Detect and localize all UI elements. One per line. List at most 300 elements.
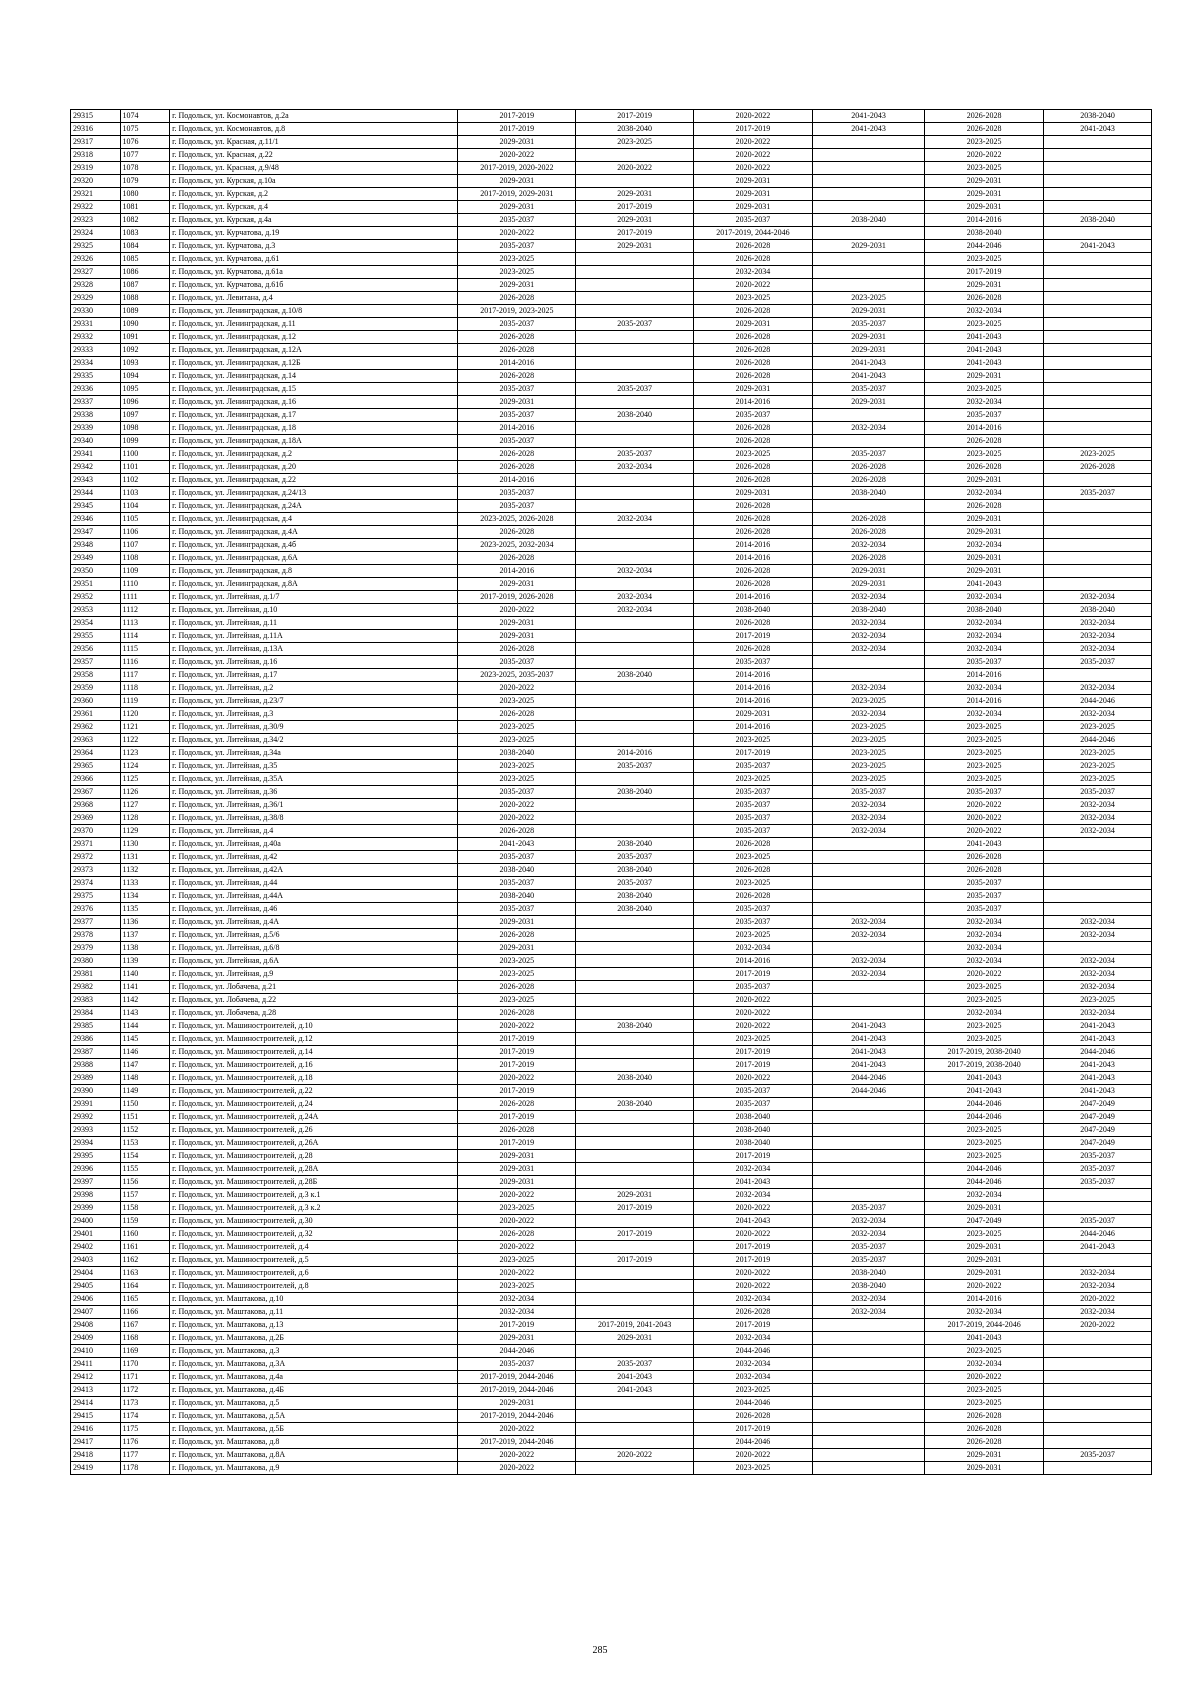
address-cell: г. Подольск, ул. Машиностроителей, д.32 — [170, 1228, 458, 1241]
period-cell-4: 2026-2028 — [812, 513, 924, 526]
house-number-cell: 1136 — [120, 916, 170, 929]
period-cell-2: 2017-2019 — [576, 1254, 694, 1267]
address-cell: г. Подольск, ул. Ленинградская, д.22 — [170, 474, 458, 487]
house-number-cell: 1088 — [120, 292, 170, 305]
period-cell-5: 2041-2043 — [925, 1085, 1044, 1098]
period-cell-1: 2029-2031 — [458, 201, 576, 214]
period-cell-2: 2035-2037 — [576, 1358, 694, 1371]
period-cell-1: 2026-2028 — [458, 448, 576, 461]
record-number-cell: 29418 — [71, 1449, 121, 1462]
period-cell-5: 2023-2025 — [925, 773, 1044, 786]
period-cell-5: 2026-2028 — [925, 1410, 1044, 1423]
house-number-cell: 1137 — [120, 929, 170, 942]
period-cell-1: 2038-2040 — [458, 747, 576, 760]
period-cell-2: 2038-2040 — [576, 786, 694, 799]
period-cell-5: 2017-2019, 2038-2040 — [925, 1059, 1044, 1072]
house-number-cell: 1096 — [120, 396, 170, 409]
period-cell-1: 2023-2025 — [458, 1202, 576, 1215]
period-cell-2 — [576, 1085, 694, 1098]
house-number-cell: 1133 — [120, 877, 170, 890]
table-row — [71, 1241, 1152, 1254]
address-cell: г. Подольск, ул. Литейная, д.10 — [170, 604, 458, 617]
record-number-cell: 29408 — [71, 1319, 121, 1332]
period-cell-2 — [576, 1397, 694, 1410]
period-cell-2: 2038-2040 — [576, 409, 694, 422]
record-number-cell: 29357 — [71, 656, 121, 669]
house-number-cell: 1132 — [120, 864, 170, 877]
record-number-cell: 29363 — [71, 734, 121, 747]
period-cell-3: 2020-2022 — [694, 1449, 813, 1462]
period-cell-3: 2026-2028 — [694, 643, 813, 656]
period-cell-5: 2014-2016 — [925, 214, 1044, 227]
period-cell-6: 2032-2034 — [1044, 617, 1152, 630]
period-cell-4: 2023-2025 — [812, 747, 924, 760]
period-cell-4: 2032-2034 — [812, 812, 924, 825]
period-cell-2 — [576, 656, 694, 669]
house-number-cell: 1097 — [120, 409, 170, 422]
table-row — [71, 162, 1152, 175]
period-cell-2 — [576, 1111, 694, 1124]
period-cell-6 — [1044, 864, 1152, 877]
period-cell-4: 2041-2043 — [812, 1046, 924, 1059]
period-cell-5: 2041-2043 — [925, 357, 1044, 370]
period-cell-3: 2032-2034 — [694, 1358, 813, 1371]
period-cell-3: 2026-2028 — [694, 253, 813, 266]
period-cell-4: 2035-2037 — [812, 383, 924, 396]
period-cell-6: 2035-2037 — [1044, 1215, 1152, 1228]
record-number-cell: 29376 — [71, 903, 121, 916]
record-number-cell: 29322 — [71, 201, 121, 214]
period-cell-5: 2023-2025 — [925, 760, 1044, 773]
period-cell-1: 2029-2031 — [458, 175, 576, 188]
period-cell-3: 2017-2019 — [694, 1319, 813, 1332]
house-number-cell: 1159 — [120, 1215, 170, 1228]
record-number-cell: 29364 — [71, 747, 121, 760]
period-cell-1: 2017-2019 — [458, 110, 576, 123]
record-number-cell: 29361 — [71, 708, 121, 721]
period-cell-5: 2020-2022 — [925, 799, 1044, 812]
record-number-cell: 29397 — [71, 1176, 121, 1189]
period-cell-1: 2023-2025 — [458, 1254, 576, 1267]
house-number-cell: 1119 — [120, 695, 170, 708]
address-cell: г. Подольск, ул. Маштакова, д.2Б — [170, 1332, 458, 1345]
record-number-cell: 29349 — [71, 552, 121, 565]
table-row — [71, 721, 1152, 734]
address-cell: г. Подольск, ул. Литейная, д.36/1 — [170, 799, 458, 812]
address-cell: г. Подольск, ул. Литейная, д.4 — [170, 825, 458, 838]
record-number-cell: 29348 — [71, 539, 121, 552]
period-cell-1: 2035-2037 — [458, 318, 576, 331]
house-number-cell: 1172 — [120, 1384, 170, 1397]
record-number-cell: 29400 — [71, 1215, 121, 1228]
period-cell-4: 2032-2034 — [812, 929, 924, 942]
period-cell-4 — [812, 864, 924, 877]
table-row — [71, 1085, 1152, 1098]
period-cell-2 — [576, 370, 694, 383]
period-cell-2: 2038-2040 — [576, 903, 694, 916]
period-cell-2 — [576, 500, 694, 513]
period-cell-5: 2017-2019, 2038-2040 — [925, 1046, 1044, 1059]
house-number-cell: 1154 — [120, 1150, 170, 1163]
period-cell-3: 2029-2031 — [694, 708, 813, 721]
house-number-cell: 1129 — [120, 825, 170, 838]
record-number-cell: 29366 — [71, 773, 121, 786]
period-cell-6: 2032-2034 — [1044, 1306, 1152, 1319]
period-cell-5: 2029-2031 — [925, 1462, 1044, 1475]
period-cell-4: 2032-2034 — [812, 825, 924, 838]
period-cell-3: 2032-2034 — [694, 1371, 813, 1384]
period-cell-6 — [1044, 331, 1152, 344]
record-number-cell: 29415 — [71, 1410, 121, 1423]
house-number-cell: 1106 — [120, 526, 170, 539]
period-cell-4: 2032-2034 — [812, 1228, 924, 1241]
period-cell-4: 2029-2031 — [812, 565, 924, 578]
period-cell-3: 2023-2025 — [694, 1384, 813, 1397]
period-cell-5: 2029-2031 — [925, 565, 1044, 578]
period-cell-2 — [576, 1280, 694, 1293]
period-cell-1: 2023-2025 — [458, 266, 576, 279]
address-cell: г. Подольск, ул. Машиностроителей, д.6 — [170, 1267, 458, 1280]
period-cell-2 — [576, 708, 694, 721]
period-cell-1: 2017-2019, 2023-2025 — [458, 305, 576, 318]
house-number-cell: 1104 — [120, 500, 170, 513]
house-number-cell: 1170 — [120, 1358, 170, 1371]
address-cell: г. Подольск, ул. Красная, д.9/48 — [170, 162, 458, 175]
period-cell-2: 2035-2037 — [576, 448, 694, 461]
period-cell-6: 2023-2025 — [1044, 773, 1152, 786]
period-cell-4: 2041-2043 — [812, 1020, 924, 1033]
period-cell-4 — [812, 903, 924, 916]
period-cell-3: 2026-2028 — [694, 1410, 813, 1423]
period-cell-2 — [576, 1306, 694, 1319]
address-cell: г. Подольск, ул. Машиностроителей, д.28Б — [170, 1176, 458, 1189]
period-cell-6: 2044-2046 — [1044, 695, 1152, 708]
period-cell-6: 2035-2037 — [1044, 1176, 1152, 1189]
period-cell-5: 2032-2034 — [925, 1306, 1044, 1319]
period-cell-1: 2017-2019, 2020-2022 — [458, 162, 576, 175]
period-cell-4: 2032-2034 — [812, 617, 924, 630]
period-cell-5: 2023-2025 — [925, 1124, 1044, 1137]
period-cell-2: 2017-2019 — [576, 110, 694, 123]
period-cell-5: 2029-2031 — [925, 370, 1044, 383]
period-cell-3: 2017-2019 — [694, 1241, 813, 1254]
period-cell-5: 2023-2025 — [925, 318, 1044, 331]
period-cell-3: 2023-2025 — [694, 773, 813, 786]
house-number-cell: 1093 — [120, 357, 170, 370]
period-cell-5: 2032-2034 — [925, 1007, 1044, 1020]
house-number-cell: 1121 — [120, 721, 170, 734]
period-cell-6: 2044-2046 — [1044, 1046, 1152, 1059]
house-number-cell: 1123 — [120, 747, 170, 760]
period-cell-2 — [576, 1124, 694, 1137]
period-cell-6: 2023-2025 — [1044, 448, 1152, 461]
period-cell-3: 2026-2028 — [694, 565, 813, 578]
period-cell-5: 2032-2034 — [925, 1358, 1044, 1371]
table-row — [71, 916, 1152, 929]
period-cell-2 — [576, 578, 694, 591]
period-cell-6 — [1044, 1202, 1152, 1215]
record-number-cell: 29353 — [71, 604, 121, 617]
period-cell-3: 2020-2022 — [694, 994, 813, 1007]
address-cell: г. Подольск, ул. Машиностроителей, д.24 — [170, 1098, 458, 1111]
period-cell-1: 2023-2025 — [458, 994, 576, 1007]
period-cell-2: 2029-2031 — [576, 240, 694, 253]
period-cell-4 — [812, 877, 924, 890]
period-cell-1: 2023-2025 — [458, 721, 576, 734]
period-cell-2: 2017-2019 — [576, 1228, 694, 1241]
period-cell-5: 2026-2028 — [925, 292, 1044, 305]
house-number-cell: 1142 — [120, 994, 170, 1007]
table-row — [71, 500, 1152, 513]
period-cell-5: 2032-2034 — [925, 396, 1044, 409]
address-cell: г. Подольск, ул. Литейная, д.42 — [170, 851, 458, 864]
record-number-cell: 29346 — [71, 513, 121, 526]
period-cell-2 — [576, 1007, 694, 1020]
address-cell: г. Подольск, ул. Литейная, д.11А — [170, 630, 458, 643]
period-cell-1: 2032-2034 — [458, 1293, 576, 1306]
period-cell-1: 2017-2019 — [458, 1085, 576, 1098]
period-cell-5: 2020-2022 — [925, 1280, 1044, 1293]
housing-repair-table — [70, 109, 1152, 1475]
period-cell-2 — [576, 955, 694, 968]
period-cell-4: 2041-2043 — [812, 123, 924, 136]
period-cell-3: 2038-2040 — [694, 1137, 813, 1150]
period-cell-3: 2020-2022 — [694, 1202, 813, 1215]
period-cell-6: 2032-2034 — [1044, 981, 1152, 994]
period-cell-3: 2023-2025 — [694, 734, 813, 747]
address-cell: г. Подольск, ул. Литейная, д.4А — [170, 916, 458, 929]
period-cell-1: 2017-2019 — [458, 1059, 576, 1072]
period-cell-1: 2035-2037 — [458, 877, 576, 890]
period-cell-4 — [812, 1007, 924, 1020]
period-cell-1: 2026-2028 — [458, 331, 576, 344]
period-cell-6 — [1044, 1410, 1152, 1423]
period-cell-1: 2020-2022 — [458, 682, 576, 695]
period-cell-2 — [576, 331, 694, 344]
period-cell-5: 2020-2022 — [925, 825, 1044, 838]
period-cell-3: 2035-2037 — [694, 1098, 813, 1111]
period-cell-6 — [1044, 175, 1152, 188]
house-number-cell: 1126 — [120, 786, 170, 799]
table-row — [71, 1332, 1152, 1345]
period-cell-5: 2044-2046 — [925, 1098, 1044, 1111]
period-cell-4 — [812, 1319, 924, 1332]
address-cell: г. Подольск, ул. Литейная, д.30/9 — [170, 721, 458, 734]
period-cell-6 — [1044, 1436, 1152, 1449]
table-row — [71, 903, 1152, 916]
period-cell-4: 2029-2031 — [812, 344, 924, 357]
table-row — [71, 123, 1152, 136]
period-cell-4: 2032-2034 — [812, 643, 924, 656]
period-cell-3: 2041-2043 — [694, 1215, 813, 1228]
house-number-cell: 1074 — [120, 110, 170, 123]
period-cell-4: 2023-2025 — [812, 773, 924, 786]
period-cell-6: 2020-2022 — [1044, 1293, 1152, 1306]
period-cell-3: 2026-2028 — [694, 474, 813, 487]
period-cell-5: 2044-2046 — [925, 1176, 1044, 1189]
period-cell-1: 2029-2031 — [458, 630, 576, 643]
period-cell-6: 2041-2043 — [1044, 1072, 1152, 1085]
table-row — [71, 188, 1152, 201]
table-row — [71, 227, 1152, 240]
period-cell-1: 2029-2031 — [458, 1163, 576, 1176]
table-row — [71, 1267, 1152, 1280]
period-cell-3: 2026-2028 — [694, 513, 813, 526]
house-number-cell: 1143 — [120, 1007, 170, 1020]
period-cell-4 — [812, 409, 924, 422]
period-cell-5: 2035-2037 — [925, 409, 1044, 422]
table-row — [71, 578, 1152, 591]
period-cell-5: 2023-2025 — [925, 734, 1044, 747]
period-cell-2: 2038-2040 — [576, 838, 694, 851]
table-row — [71, 981, 1152, 994]
period-cell-4 — [812, 1436, 924, 1449]
period-cell-2: 2029-2031 — [576, 1332, 694, 1345]
address-cell: г. Подольск, ул. Литейная, д.13А — [170, 643, 458, 656]
period-cell-6 — [1044, 1397, 1152, 1410]
period-cell-3: 2035-2037 — [694, 799, 813, 812]
table-row — [71, 344, 1152, 357]
period-cell-5: 2041-2043 — [925, 344, 1044, 357]
period-cell-1: 2041-2043 — [458, 838, 576, 851]
period-cell-5: 2032-2034 — [925, 591, 1044, 604]
period-cell-4: 2038-2040 — [812, 1280, 924, 1293]
period-cell-5: 2023-2025 — [925, 162, 1044, 175]
house-number-cell: 1166 — [120, 1306, 170, 1319]
period-cell-2: 2017-2019 — [576, 1202, 694, 1215]
record-number-cell: 29339 — [71, 422, 121, 435]
period-cell-1: 2023-2025 — [458, 760, 576, 773]
period-cell-2: 2035-2037 — [576, 760, 694, 773]
period-cell-1: 2014-2016 — [458, 565, 576, 578]
period-cell-6: 2041-2043 — [1044, 240, 1152, 253]
period-cell-6: 2023-2025 — [1044, 994, 1152, 1007]
period-cell-2 — [576, 292, 694, 305]
period-cell-3: 2029-2031 — [694, 487, 813, 500]
record-number-cell: 29316 — [71, 123, 121, 136]
period-cell-1: 2029-2031 — [458, 1397, 576, 1410]
house-number-cell: 1112 — [120, 604, 170, 617]
house-number-cell: 1101 — [120, 461, 170, 474]
period-cell-1: 2029-2031 — [458, 1332, 576, 1345]
table-row — [71, 1397, 1152, 1410]
period-cell-6: 2032-2034 — [1044, 799, 1152, 812]
period-cell-3: 2014-2016 — [694, 591, 813, 604]
address-cell: г. Подольск, ул. Ленинградская, д.4А — [170, 526, 458, 539]
period-cell-5: 2014-2016 — [925, 695, 1044, 708]
period-cell-3: 2014-2016 — [694, 669, 813, 682]
record-number-cell: 29399 — [71, 1202, 121, 1215]
period-cell-3: 2026-2028 — [694, 461, 813, 474]
period-cell-5: 2035-2037 — [925, 890, 1044, 903]
period-cell-3: 2035-2037 — [694, 656, 813, 669]
period-cell-6: 2047-2049 — [1044, 1098, 1152, 1111]
period-cell-6 — [1044, 253, 1152, 266]
address-cell: г. Подольск, ул. Литейная, д.44А — [170, 890, 458, 903]
period-cell-6 — [1044, 851, 1152, 864]
record-number-cell: 29417 — [71, 1436, 121, 1449]
period-cell-3: 2014-2016 — [694, 682, 813, 695]
period-cell-1: 2038-2040 — [458, 864, 576, 877]
table-row — [71, 1254, 1152, 1267]
period-cell-1: 2029-2031 — [458, 136, 576, 149]
period-cell-6 — [1044, 370, 1152, 383]
address-cell: г. Подольск, ул. Машиностроителей, д.26 — [170, 1124, 458, 1137]
period-cell-3: 2023-2025 — [694, 1462, 813, 1475]
period-cell-3: 2026-2028 — [694, 370, 813, 383]
house-number-cell: 1110 — [120, 578, 170, 591]
period-cell-3: 2026-2028 — [694, 500, 813, 513]
table-row — [71, 1163, 1152, 1176]
period-cell-5: 2026-2028 — [925, 110, 1044, 123]
period-cell-6 — [1044, 539, 1152, 552]
period-cell-6 — [1044, 383, 1152, 396]
period-cell-1: 2029-2031 — [458, 942, 576, 955]
house-number-cell: 1103 — [120, 487, 170, 500]
period-cell-2: 2017-2019 — [576, 201, 694, 214]
period-cell-4: 2041-2043 — [812, 1033, 924, 1046]
period-cell-5: 2020-2022 — [925, 968, 1044, 981]
table-row — [71, 1020, 1152, 1033]
period-cell-6 — [1044, 890, 1152, 903]
period-cell-1: 2032-2034 — [458, 1306, 576, 1319]
period-cell-3: 2017-2019 — [694, 1423, 813, 1436]
record-number-cell: 29372 — [71, 851, 121, 864]
period-cell-5: 2029-2031 — [925, 513, 1044, 526]
period-cell-1: 2029-2031 — [458, 617, 576, 630]
period-cell-5: 2026-2028 — [925, 851, 1044, 864]
table-row — [71, 643, 1152, 656]
period-cell-2 — [576, 1241, 694, 1254]
period-cell-6 — [1044, 1423, 1152, 1436]
address-cell: г. Подольск, ул. Ленинградская, д.15 — [170, 383, 458, 396]
record-number-cell: 29343 — [71, 474, 121, 487]
address-cell: г. Подольск, ул. Литейная, д.35 — [170, 760, 458, 773]
address-cell: г. Подольск, ул. Маштакова, д.8А — [170, 1449, 458, 1462]
table-row — [71, 1280, 1152, 1293]
period-cell-5: 2029-2031 — [925, 1449, 1044, 1462]
table-row — [71, 396, 1152, 409]
period-cell-4: 2035-2037 — [812, 318, 924, 331]
period-cell-1: 2014-2016 — [458, 357, 576, 370]
period-cell-3: 2020-2022 — [694, 1020, 813, 1033]
period-cell-6 — [1044, 669, 1152, 682]
period-cell-3: 2020-2022 — [694, 1228, 813, 1241]
house-number-cell: 1163 — [120, 1267, 170, 1280]
period-cell-6: 2035-2037 — [1044, 786, 1152, 799]
period-cell-1: 2026-2028 — [458, 643, 576, 656]
house-number-cell: 1176 — [120, 1436, 170, 1449]
period-cell-1: 2029-2031 — [458, 916, 576, 929]
period-cell-1: 2017-2019, 2026-2028 — [458, 591, 576, 604]
period-cell-1: 2029-2031 — [458, 396, 576, 409]
period-cell-6 — [1044, 877, 1152, 890]
address-cell: г. Подольск, ул. Литейная, д.2 — [170, 682, 458, 695]
record-number-cell: 29390 — [71, 1085, 121, 1098]
period-cell-3: 2017-2019 — [694, 1059, 813, 1072]
address-cell: г. Подольск, ул. Лобачева, д.22 — [170, 994, 458, 1007]
house-number-cell: 1075 — [120, 123, 170, 136]
record-number-cell: 29332 — [71, 331, 121, 344]
period-cell-5: 2023-2025 — [925, 1345, 1044, 1358]
record-number-cell: 29337 — [71, 396, 121, 409]
period-cell-6: 2023-2025 — [1044, 760, 1152, 773]
period-cell-4 — [812, 1384, 924, 1397]
period-cell-4 — [812, 1176, 924, 1189]
period-cell-2: 2035-2037 — [576, 318, 694, 331]
period-cell-4: 2035-2037 — [812, 1254, 924, 1267]
table-row — [71, 1111, 1152, 1124]
